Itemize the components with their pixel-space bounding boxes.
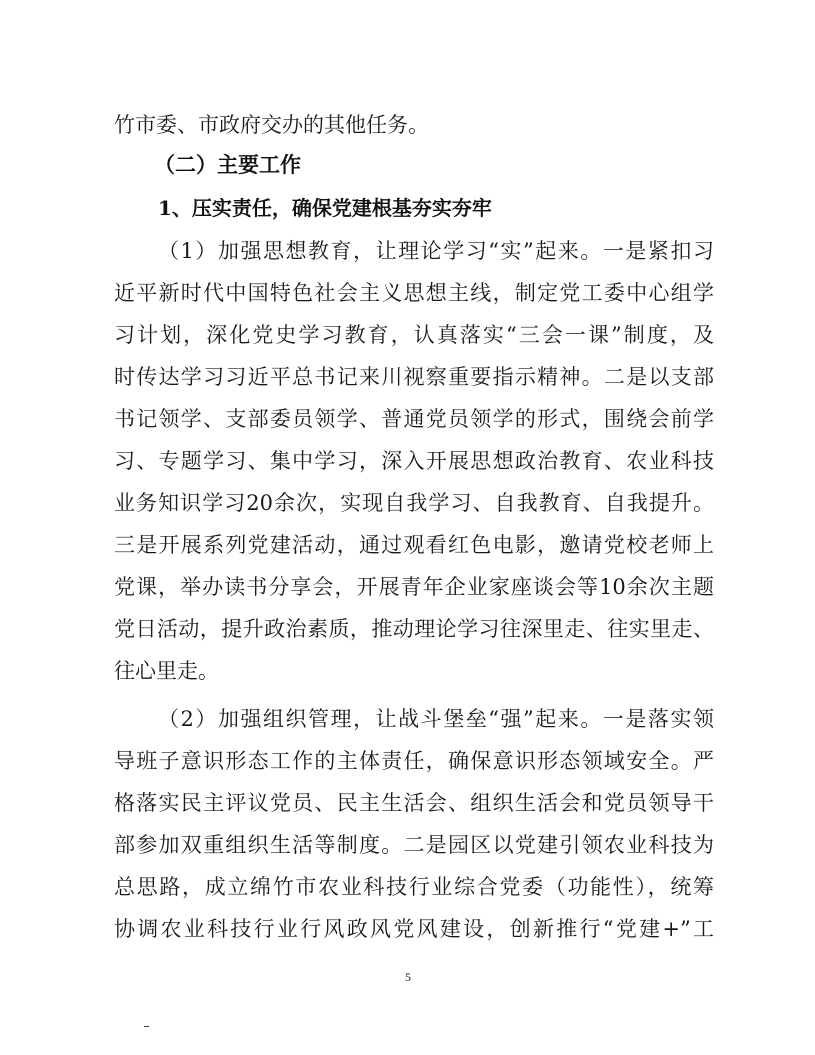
paragraph-line: 业务知识学习20余次，实现自我学习、自我教育、自我提升。 bbox=[114, 491, 714, 515]
footer-mark bbox=[144, 1026, 149, 1027]
page-number: 5 bbox=[405, 970, 411, 984]
paragraph-line: （2）加强组织管理，让战斗堡垒“强”起来。一是落实领 bbox=[158, 707, 714, 731]
paragraph-line: （1）加强思想教育，让理论学习“实”起来。一是紧扣习 bbox=[158, 239, 714, 263]
paragraph-line: 格落实民主评议党员、民主生活会、组织生活会和党员领导干 bbox=[114, 791, 714, 815]
paragraph-line: 导班子意识形态工作的主体责任，确保意识形态领域安全。严 bbox=[114, 749, 714, 773]
paragraph-line: 竹市委、市政府交办的其他任务。 bbox=[114, 113, 429, 137]
paragraph-line: 部参加双重组织生活等制度。二是园区以党建引领农业科技为 bbox=[114, 833, 714, 857]
paragraph-line: 书记领学、支部委员领学、普通党员领学的形式，围绕会前学 bbox=[114, 407, 714, 431]
paragraph-line: 往心里走。 bbox=[114, 659, 219, 683]
paragraph-line: 习计划，深化党史学习教育，认真落实“三会一课”制度，及 bbox=[114, 323, 714, 347]
paragraph-line: 三是开展系列党建活动，通过观看红色电影，邀请党校老师上 bbox=[114, 533, 714, 557]
subsection-heading: 1、压实责任，确保党建根基夯实夯牢 bbox=[158, 196, 492, 220]
paragraph-line: 习、专题学习、集中学习，深入开展思想政治教育、农业科技 bbox=[114, 449, 714, 473]
paragraph-line: 协调农业科技行业行风政风党风建设，创新推行“党建+”工 bbox=[114, 917, 714, 941]
paragraph-line: 近平新时代中国特色社会主义思想主线，制定党工委中心组学 bbox=[114, 281, 714, 305]
paragraph-line: 党日活动，提升政治素质，推动理论学习往深里走、往实里走、 bbox=[114, 617, 714, 641]
section-heading: （二）主要工作 bbox=[154, 153, 301, 177]
paragraph-line: 总思路，成立绵竹市农业科技行业综合党委（功能性），统筹 bbox=[114, 875, 714, 899]
paragraph-line: 时传达学习习近平总书记来川视察重要指示精神。二是以支部 bbox=[114, 365, 714, 389]
paragraph-line: 党课，举办读书分享会，开展青年企业家座谈会等10余次主题 bbox=[114, 575, 714, 599]
